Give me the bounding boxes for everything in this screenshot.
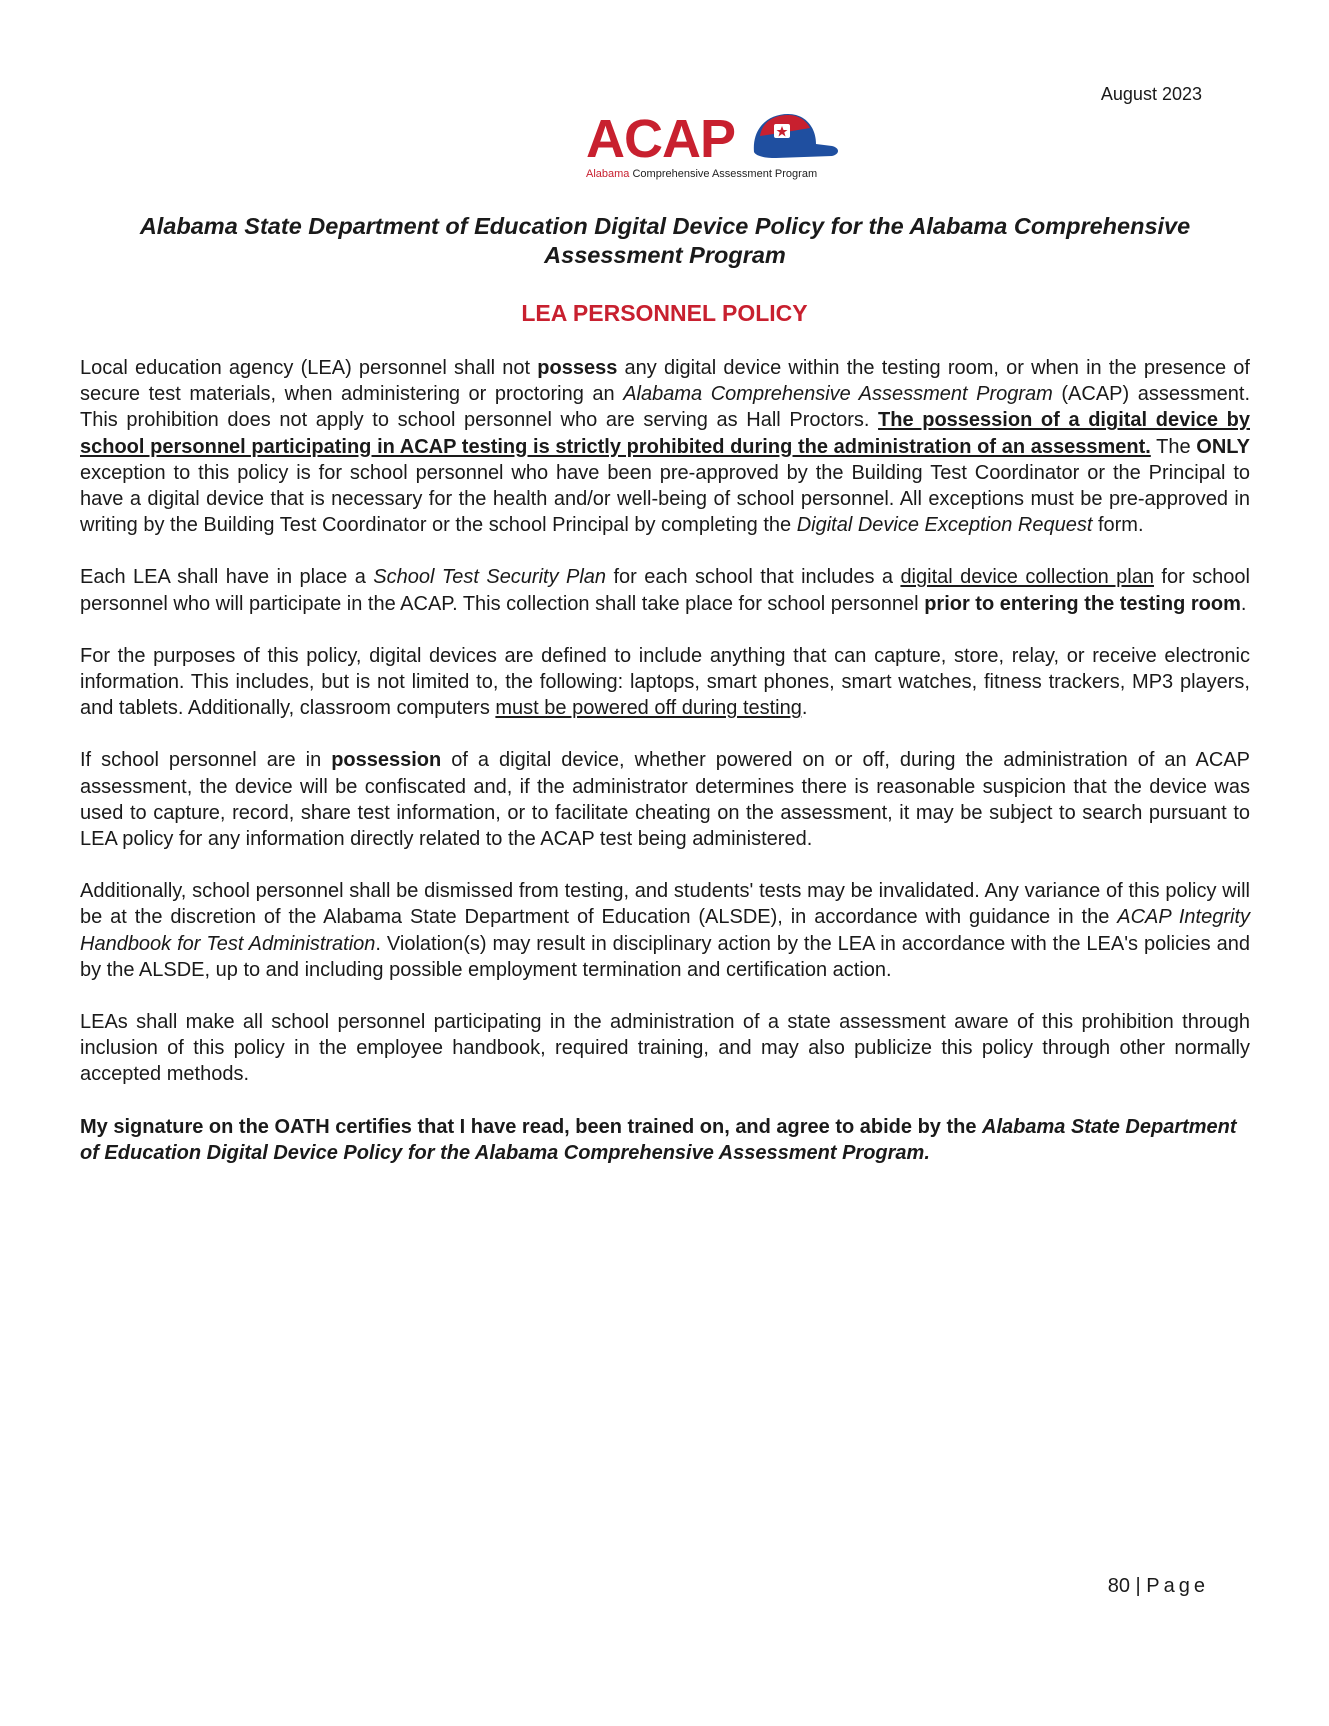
document-date: August 2023 [1100, 84, 1202, 104]
paragraph-security-plan: Each LEA shall have in place a School Test Security Plan for each school that includes a digital device collection plan for school personnel who will participate in the ACAP. This collection shall take place for school personnel prior to entering the testing room. [80, 566, 1250, 615]
acap-logo [584, 108, 864, 188]
paragraph-consequences: Additionally, school personnel shall be dismissed from testing, and students' tests may be invalidated. Any variance of this policy will be at the discretion of the Alabama State Department of Education (ALSDE), in accordance with guidance in the ACAP Integrity Handbook for Test Administration. Violation(s) may result in disciplinary action by the LEA in accordance with the LEA's policies and by the ALSDE, up to and including possible employment termination and certification action. [80, 880, 1250, 981]
section-title: LEA PERSONNEL POLICY [521, 300, 808, 326]
page-footer: 80 | Page [1107, 1575, 1209, 1597]
oath-statement: My signature on the OATH certifies that I have read, been trained on, and agree to abide by the Alabama State Department of Education Digital Device Policy for the Alabama Comprehensive Assessment Program. [80, 1115, 1237, 1164]
paragraph-device-definition: For the purposes of this policy, digital devices are defined to include anything that can capture, store, relay, or receive electronic information. This includes, but is not limited to, the following: laptops, smart phones, smart watches, fitness trackers, MP3 players, and tablets. Additionally, classroom computers must be powered off during testing. [80, 644, 1250, 720]
paragraph-possession-rule: Local education agency (LEA) personnel shall not possess any digital device within the testing room, or when in the presence of secure test materials, when administering or proctoring an Alabama Comprehensive Assessment Program (ACAP) assessment. This prohibition does not apply to school personnel who are serving as Hall Proctors. The possession of a digital device by school personnel participating in ACAP testing is strictly prohibited during the administration of an assessment. The ONLY exception to this policy is for school personnel who have been pre-approved by the Building Test Coordinator or the Principal to have a digital device that is necessary for the health and/or well-being of school personnel. All exceptions must be pre-approved in writing by the Building Test Coordinator or the school Principal by completing the Digital Device Exception Request form. [80, 357, 1250, 537]
baseball-cap-icon [746, 110, 842, 166]
paragraph-confiscation: If school personnel are in possession of a digital device, whether powered on or off, during the administration of an ACAP assessment, the device will be confiscated and, if the administrator determines there is reasonable suspicion that the device was used to capture, record, share test information, or to facilitate cheating on the assessment, it may be subject to search pursuant to LEA policy for any information directly related to the ACAP test being administered. [80, 749, 1250, 851]
paragraph-awareness: LEAs shall make all school personnel participating in the administration of a state assessment aware of this prohibition through inclusion of this policy in the employee handbook, required training, and may also publicize this policy through other normally accepted methods. [80, 1011, 1250, 1086]
page-label: Page [1146, 1575, 1209, 1597]
policy-body [80, 355, 1250, 1192]
page-number: 80 [1107, 1575, 1130, 1597]
logo-subtitle: Alabama Comprehensive Assessment Program [586, 168, 818, 180]
document-title: Alabama State Department of Education Digital Device Policy for the Alabama Comprehensive Assessment Program [139, 213, 1191, 268]
logo-wordmark: ACAP [586, 109, 736, 169]
